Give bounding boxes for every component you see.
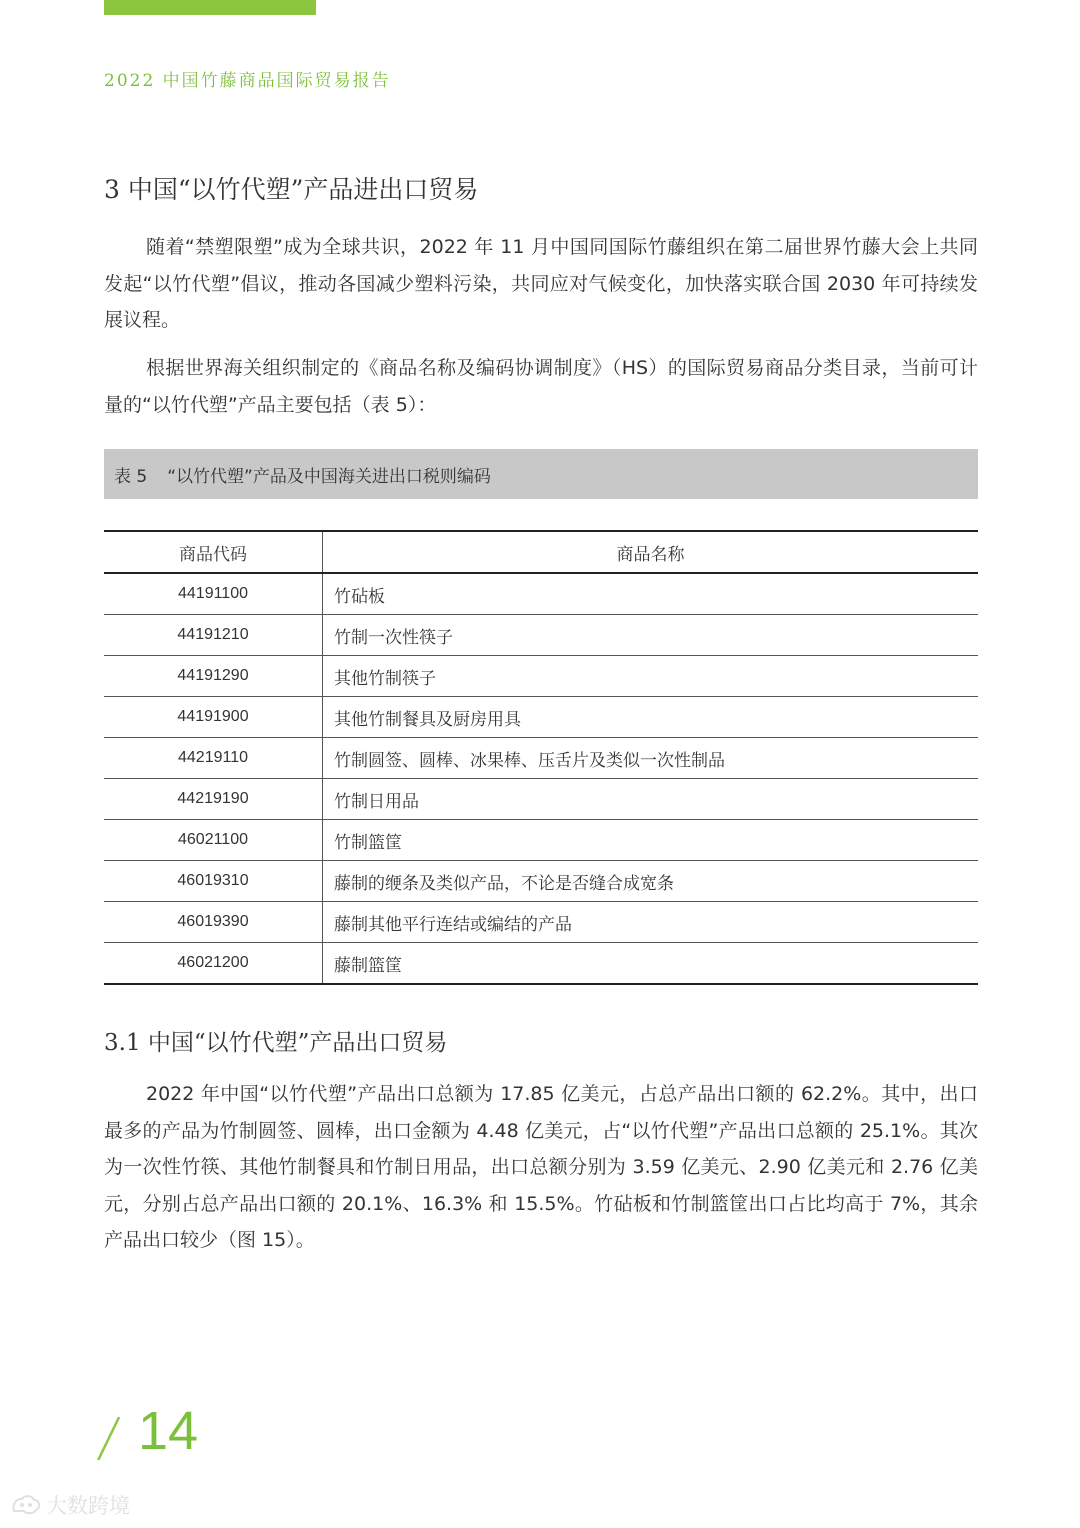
table-row xyxy=(104,615,978,656)
table-row xyxy=(104,902,978,943)
subsection-heading: 3.1 中国“以竹代塑”产品出口贸易 xyxy=(104,1030,448,1056)
product-name: 其他竹制餐具及厨房用具 xyxy=(323,697,979,738)
product-code: 46021200 xyxy=(104,943,323,985)
page-number: 14 xyxy=(138,1401,199,1461)
product-code: 44191290 xyxy=(104,656,323,697)
hs-code-table xyxy=(104,530,978,985)
product-code: 44191210 xyxy=(104,615,323,656)
product-code: 44219190 xyxy=(104,779,323,820)
table-caption xyxy=(104,449,978,499)
intro-paragraph: 随着“禁塑限塑”成为全球共识，2022 年 11 月中国同国际竹藤组织在第二届世界竹藤大会上共同发起“以竹代塑”倡议，推动各国减少塑料污染，共同应对气候变化，加快落实联合国 2030 年可持续发展议程。 xyxy=(104,236,978,331)
product-code: 46019390 xyxy=(104,902,323,943)
product-name: 藤制其他平行连结或编结的产品 xyxy=(323,902,979,943)
table-caption-label: 表 5 xyxy=(114,466,148,487)
watermark-text: 大数跨境 xyxy=(46,1494,130,1518)
product-code: 44191900 xyxy=(104,697,323,738)
table-header-row xyxy=(104,531,978,573)
table-row xyxy=(104,861,978,902)
table-caption-text: “以竹代塑”产品及中国海关进出口税则编码 xyxy=(167,466,491,487)
product-name: 其他竹制筷子 xyxy=(323,656,979,697)
product-name: 竹制篮筐 xyxy=(323,820,979,861)
product-code: 44191100 xyxy=(104,573,323,615)
product-code: 46021100 xyxy=(104,820,323,861)
table-row xyxy=(104,943,978,985)
table-row xyxy=(104,738,978,779)
watermark-logo-icon xyxy=(10,1493,42,1517)
column-header-code: 商品代码 xyxy=(104,531,323,573)
export-paragraph: 2022 年中国“以竹代塑”产品出口总额为 17.85 亿美元，占总产品出口额的 62.2%。其中，出口最多的产品为竹制圆签、圆棒，出口金额为 4.48 亿美元，占“以竹代塑”产品出口总额的 25.1%。其次为一次性竹筷、其他竹制餐具和竹制日用品，出口总额分别为 3.59 亿美元、2.90 亿美元和 2.76 亿美元，分别占总产品出口额的 20.1%、16.3% 和 15.5%。竹砧板和竹制篮筐出口占比均高于 7%，其余产品出口较少（图 15）。 xyxy=(104,1083,978,1251)
running-title: 2022 中国竹藤商品国际贸易报告 xyxy=(104,71,391,91)
table-row xyxy=(104,820,978,861)
section-heading: 3 中国“以竹代塑”产品进出口贸易 xyxy=(104,175,479,204)
product-code: 44219110 xyxy=(104,738,323,779)
product-code: 46019310 xyxy=(104,861,323,902)
table-row xyxy=(104,697,978,738)
column-header-name: 商品名称 xyxy=(323,531,979,573)
table-row xyxy=(104,656,978,697)
product-name: 藤制篮筐 xyxy=(323,943,979,985)
hs-paragraph: 根据世界海关组织制定的《商品名称及编码协调制度》（HS）的国际贸易商品分类目录，当前可计量的“以竹代塑”产品主要包括（表 5）： xyxy=(104,357,978,416)
page-slash-ornament: / xyxy=(94,1408,123,1468)
product-name: 藤制的缏条及类似产品，不论是否缝合成宽条 xyxy=(323,861,979,902)
product-name: 竹制日用品 xyxy=(323,779,979,820)
table-row xyxy=(104,779,978,820)
watermark xyxy=(10,1490,130,1520)
top-accent-bar xyxy=(104,0,316,15)
product-name: 竹制一次性筷子 xyxy=(323,615,979,656)
product-name: 竹制圆签、圆棒、冰果棒、压舌片及类似一次性制品 xyxy=(323,738,979,779)
table-row xyxy=(104,573,978,615)
product-name: 竹砧板 xyxy=(323,573,979,615)
